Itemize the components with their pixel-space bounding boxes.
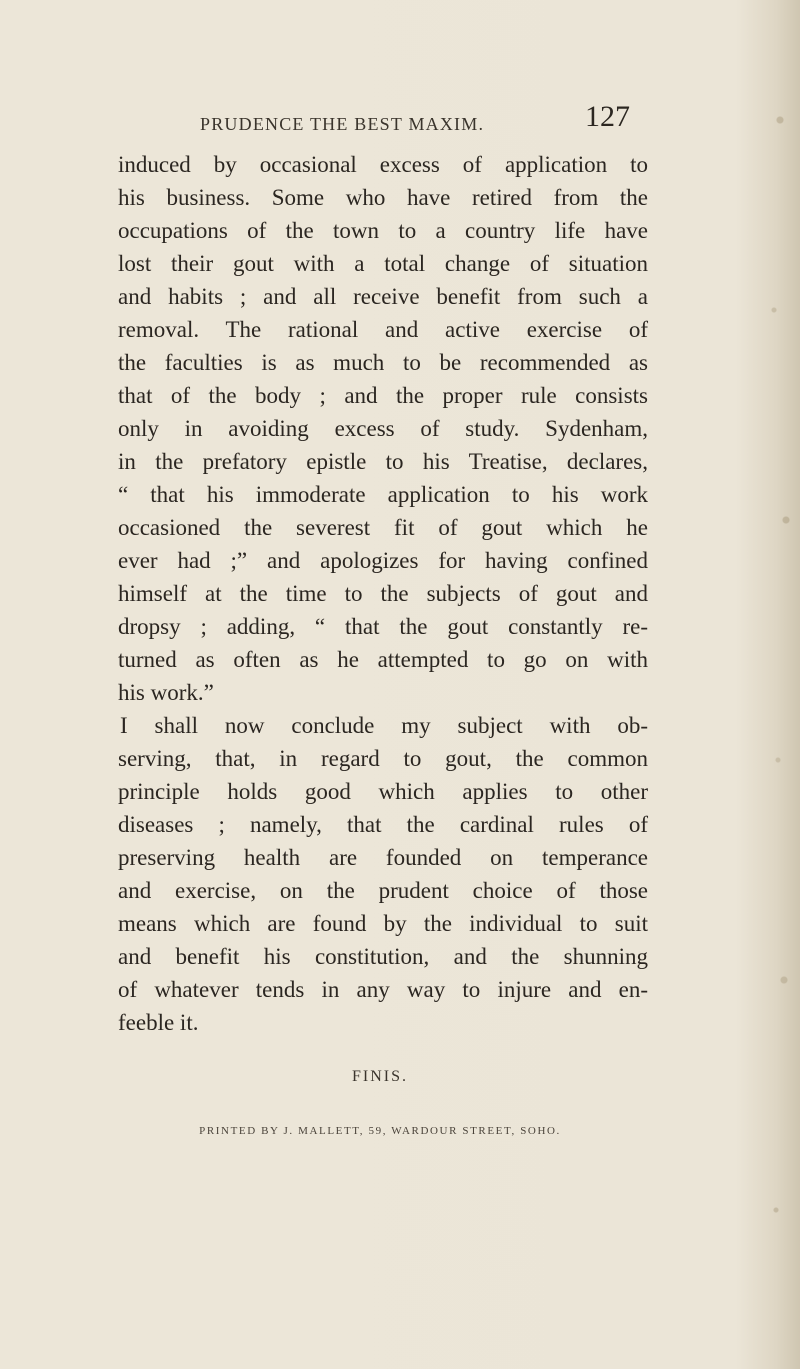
- body-text: [118, 148, 648, 1039]
- running-head: [200, 100, 630, 140]
- text-line: preserving health are founded on temperance: [118, 845, 648, 870]
- text-line: himself at the time to the subjects of gout and: [118, 581, 648, 606]
- text-line: of whatever tends in any way to injure and en-: [118, 977, 648, 1002]
- text-line: removal. The rational and active exercise of: [118, 317, 648, 342]
- text-line: that of the body ; and the proper rule consists: [118, 383, 648, 408]
- text-line: “ that his immoderate application to his work: [118, 482, 648, 507]
- text-line: and habits ; and all receive benefit from such a: [118, 284, 648, 309]
- printer-imprint: PRINTED BY J. MALLETT, 59, WARDOUR STREET, SOHO.: [199, 1125, 561, 1137]
- page-number: 127: [585, 100, 630, 133]
- text-line: and exercise, on the prudent choice of those: [118, 878, 648, 903]
- text-line: his work.”: [118, 680, 214, 705]
- text-line: his business. Some who have retired from the: [118, 185, 648, 210]
- text-line: ever had ;” and apologizes for having confined: [118, 548, 648, 573]
- text-line: turned as often as he attempted to go on with: [118, 647, 648, 672]
- text-line: I shall now conclude my subject with ob-: [120, 713, 648, 738]
- text-line: feeble it.: [118, 1010, 199, 1035]
- text-line: lost their gout with a total change of situation: [118, 251, 648, 276]
- text-line: the faculties is as much to be recommended as: [118, 350, 648, 375]
- text-line: serving, that, in regard to gout, the common: [118, 746, 648, 771]
- text-line: in the prefatory epistle to his Treatise, declares,: [118, 449, 648, 474]
- text-line: induced by occasional excess of application to: [118, 152, 648, 177]
- text-line: occupations of the town to a country life have: [118, 218, 648, 243]
- page-edge-foxing: [760, 0, 800, 1369]
- running-title: PRUDENCE THE BEST MAXIM.: [200, 114, 485, 134]
- text-line: principle holds good which applies to other: [118, 779, 648, 804]
- text-line: occasioned the severest fit of gout which he: [118, 515, 648, 540]
- text-line: and benefit his constitution, and the shunning: [118, 944, 648, 969]
- text-line: diseases ; namely, that the cardinal rules of: [118, 812, 648, 837]
- text-line: only in avoiding excess of study. Sydenham,: [118, 416, 648, 441]
- text-line: dropsy ; adding, “ that the gout constantly re-: [118, 614, 648, 639]
- finis-mark: FINIS.: [351, 1068, 408, 1085]
- text-line: means which are found by the individual to suit: [118, 911, 648, 936]
